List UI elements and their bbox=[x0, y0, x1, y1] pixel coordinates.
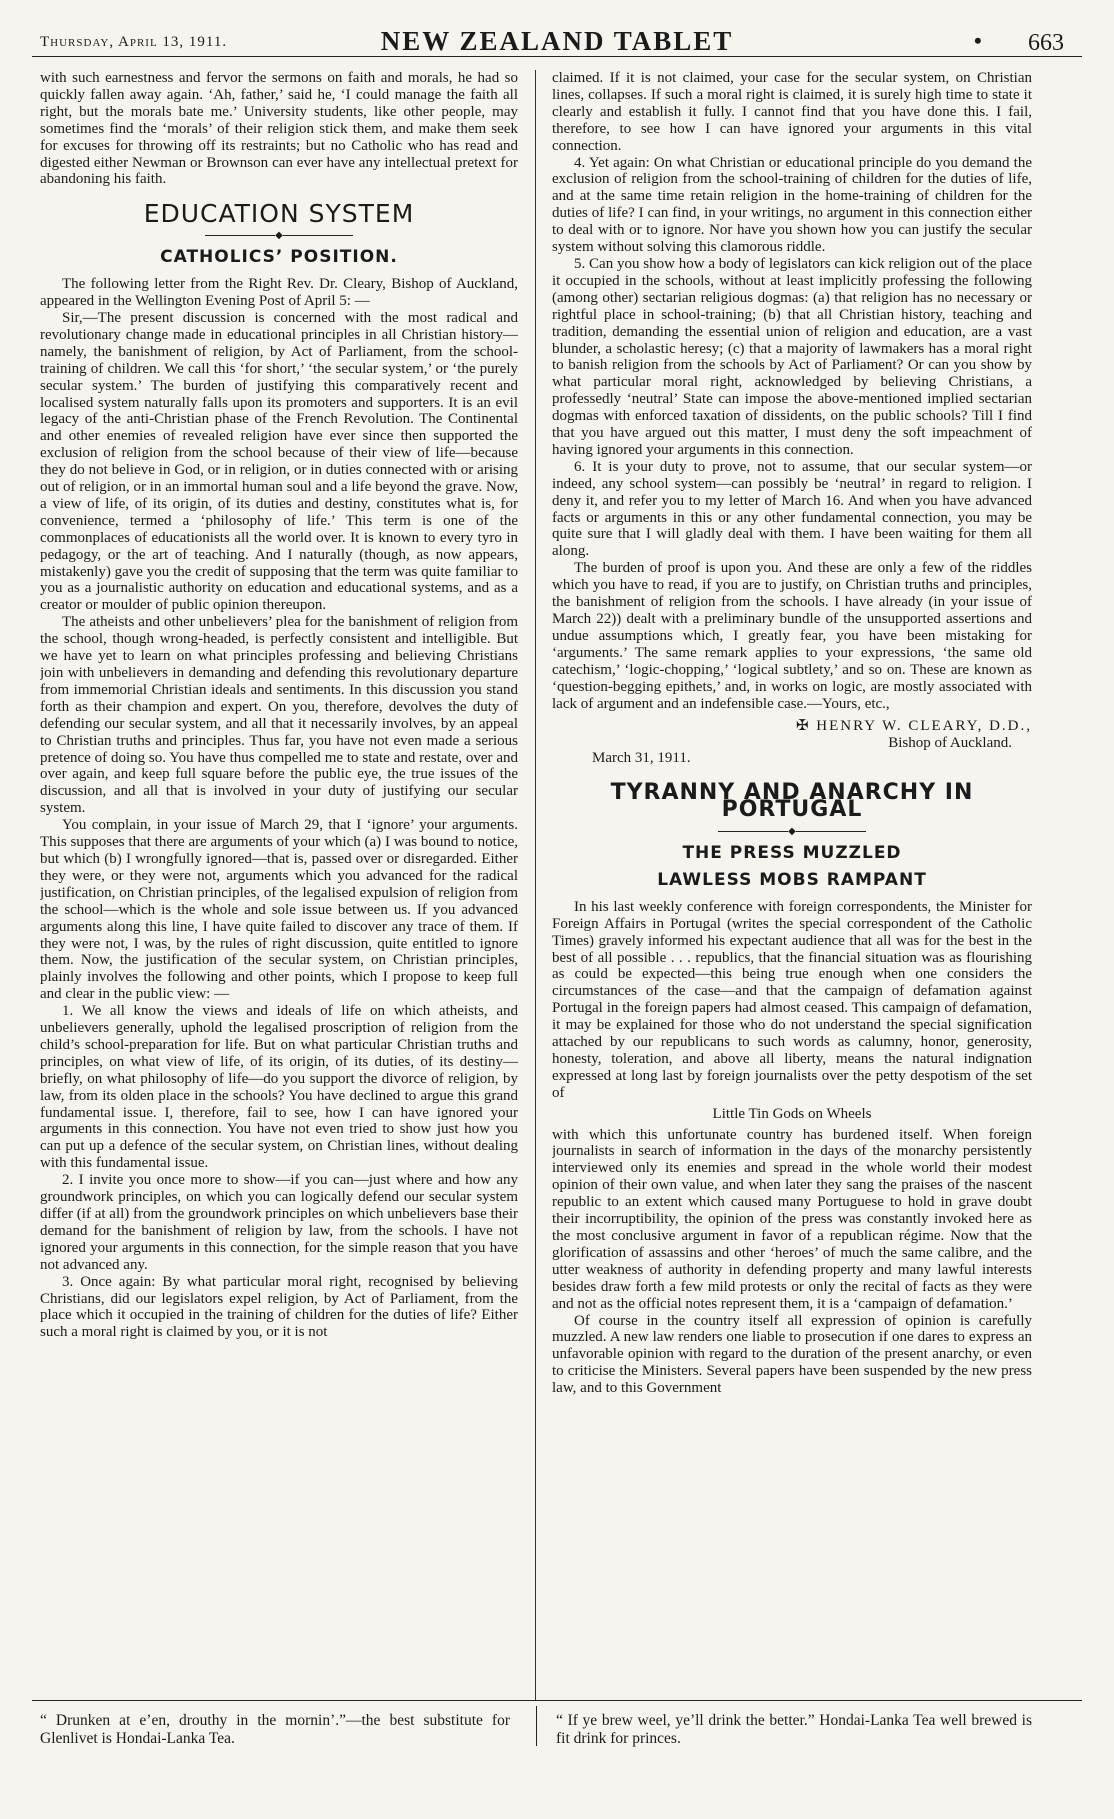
body-paragraph: claimed. If it is not claimed, your case for the secular system, on Christian lines, collapses. If such a moral right is claimed, it is surely high time to state it clearly and establish it fully. I cannot find that you have done this. I fail, therefore, to see how I can have ignored your arguments in this vital connection. bbox=[552, 70, 1032, 154]
footer-divider bbox=[536, 1706, 537, 1746]
signature-title: Bishop of Auckland. bbox=[888, 735, 1012, 752]
body-paragraph: The burden of proof is upon you. And these are only a few of the riddles which you have to read, if you are to justify, on Christian truths and principles, the banishment of religion from the schools. I have already (in your issue of March 22)) dealt with a preliminary bundle of the unsupported assertions and undue assumptions which, I greatly fear, you have been mistaking for ‘arguments.’ The same remark applies to your expressions, ‘the same old catechism,’ ‘logic-chopping,’ ‘logical subtlety,’ and so on. These are known as ‘question-begging epithets,’ and, in works on logic, are mostly associated with lack of argument and an indefensible case.—Yours, etc., bbox=[552, 560, 1032, 712]
ornament-divider: ◆ bbox=[40, 231, 518, 241]
header-bullet: • bbox=[974, 28, 982, 53]
article-subheading: LAWLESS MOBS RAMPANT bbox=[657, 869, 927, 890]
body-paragraph: 2. I invite you once more to show—if you can—just where and how any groundwork principles, on which you can logically defend our secular system differ (if at all) from the groundwork principles on which unbelievers base their demand for the banishment of religion by law, from the schools. I have not ignored your arguments in this connection, for the simple reason that you have not advanced any. bbox=[40, 1172, 518, 1273]
right-column bbox=[552, 70, 1032, 1700]
article-heading: EDUCATION SYSTEM bbox=[143, 199, 415, 229]
body-paragraph: 3. Once again: By what particular moral right, recognised by believing Christians, did our legislators expel religion, by Act of Parliament, from the place which it occupied in the training of children for the duties of life? Either such a moral right is claimed by you, or it is not bbox=[40, 1273, 518, 1341]
left-column bbox=[40, 70, 518, 1700]
body-paragraph: In his last weekly conference with foreign correspondents, the Minister for Foreign Affairs in Portugal (writes the special correspondent of the Catholic Times) gravely informed his expectant audience that all was for the best in the best of all possible . . . republics, that the financial situation was as flourishing as could be expected—this being true enough when one considers the circumstances of the case—and that the campaign of defamation against Portugal in the foreign papers had almost ceased. This campaign of defamation, it may be explained for those who do not understand the special signification attached by our republicans to such words as calumny, honor, generosity, honesty, toleration, and above all liberty, means the natural indignation expressed at long last by foreign journalists over the petty despotism of the set of bbox=[552, 898, 1032, 1101]
masthead-title: NEW ZEALAND TABLET bbox=[380, 26, 734, 56]
body-paragraph: Sir,—The present discussion is concerned with the most radical and revolutionary change made in educational principles in all Christian history—namely, the banishment of religion, by Act of Parliament, from the school-training of children. We call this ‘for short,’ ‘the secular system,’ or ‘the purely secular system.’ The burden of justifying this comparatively recent and localised system naturally falls upon its promoters and supporters. It is an evil legacy of the anti-Christian phase of the French Revolution. The Continental and other enemies of revealed religion have ever since then supported the exclusion of religion from the school because of their view of life—because they do not believe in God, or in religion, or in duties connected with or arising out of religion, or in an immortal human soul and a life beyond the grave. Now, a view of life, of its origin, of its duties and destiny, constitutes what is, for convenience, termed a ‘philosophy of life.’ This term is one of the commonplaces of educationists all the world over. It is known to every tyro in pedagogy, or the art of teaching. And I naturally (though, as now appears, mistakenly) gave you the credit of supposing that the term was quite familiar to you as a journalistic authority on education and educational systems, and as a creator or moulder of public opinion thereupon. bbox=[40, 309, 518, 614]
body-paragraph: 6. It is your duty to prove, not to assume, that our secular system—or indeed, any school system—can possibly be ‘neutral’ in regard to religion. I deny it, and refer you to my letter of March 16. And when you have advanced facts or arguments in this or any other fundamental connection, you may be quite sure that I will gladly deal with them. I have been waiting for them all along. bbox=[552, 458, 1032, 560]
body-paragraph: with which this unfortunate country has burdened itself. When foreign journalists in search of information in the days of the monarchy persistently interviewed only its enemies and spread in the whole world their modest opinion of their own value, and when later they sang the praises of the nascent republic to an extent which caused many Portuguese to hold in grave doubt their incorruptibility, the opinion of the press was constantly invoked here as the most conclusive argument in favor of a republican régime. Now that the glorification of assassins and other ‘heroes’ of much the same calibre, and the utter weakness of authority in defending property and many lawful interests besides draw forth a few mild protests or only the recital of facts as they were and not as the official notes represent them, it is a ‘campaign of defamation.’ bbox=[552, 1126, 1032, 1312]
body-paragraph: You complain, in your issue of March 29, that I ‘ignore’ your arguments. This supposes that there are arguments of your which (a) I was bound to notice, but which (b) I wrongfully ignored—that is, passed over or disregarded. Either they were, or they were not, arguments which you advanced for the radical justification, on Christian principles, of the legalised expulsion of religion from the school—which is the whole and sole issue between us. If you advanced arguments along this line, I have quite failed to discover any trace of them. If they were not, I was, by the rules of right discussion, quite entitled to ignore them. Now, the justification of the secular system, on Christian principles, plainly involves the following and other points, which I propose to keep full and clear in the public view: — bbox=[40, 817, 518, 1003]
body-paragraph: 1. We all know the views and ideals of life on which atheists, and unbelievers generally, uphold the legalised proscription of religion from the child’s school-preparation for life. But on what particular Christian truths and principles, on what view of life, of its origin, of its duties, of its destiny—briefly, on what philosophy of life—do you support the divorce of religion, by law, from its olden place in the schools? You have declined to argue this grand fundamental issue. I, therefore, fail to see, how I can have ignored your arguments in this connection. You have not even tried to show just how you can put up a defence of the secular system, on Christian lines, without dealing with this fundamental issue. bbox=[40, 1003, 518, 1172]
body-paragraph: The following letter from the Right Rev. Dr. Cleary, Bishop of Auckland, appeared in the Wellington Evening Post of April 5: — bbox=[40, 276, 518, 310]
inline-subhead: Little Tin Gods on Wheels bbox=[712, 1105, 872, 1122]
ornament-divider: ◆ bbox=[552, 827, 1032, 837]
intro-paragraph: with such earnestness and fervor the sermons on faith and morals, he had so quickly fallen away again. ‘Ah, father,’ said he, ‘I could manage the faith all right, but the morals bate me.’ University students, like other people, may sometimes find the ‘morals’ of their religion stick them, and make them seek for excuses for throwing off its restraints; but no Catholic who has read and digested either Newman or Brownson can ever have any intellectual pretext for abandoning his faith. bbox=[40, 70, 518, 188]
article-subheading: THE PRESS MUZZLED bbox=[682, 842, 902, 863]
advert-right: “ If ye brew weel, ye’ll drink the better.” Hondai-Lanka Tea well brewed is fit drink for princes. bbox=[556, 1712, 1032, 1747]
advert-left: “ Drunken at e’en, drouthy in the mornin’.”—the best substitute for Glenlivet is Hondai-Lanka Tea. bbox=[40, 1712, 510, 1747]
body-paragraph: 4. Yet again: On what Christian or educational principle do you demand the exclusion of religion from the school-training of children for the duties of life, and at the same time retain religion in the home-training of children for the duties of life? I can find, in your writings, no argument in this connection either to deal with or to ignore. Nor have you shown how you can justify the secular system without solving this clamorous riddle. bbox=[552, 154, 1032, 256]
signature-name: ✠ HENRY W. CLEARY, D.D., bbox=[795, 718, 1032, 735]
running-head bbox=[32, 16, 1082, 57]
page-number: 663 bbox=[1028, 30, 1064, 56]
footer-rule bbox=[32, 1700, 1082, 1701]
body-paragraph: 5. Can you show how a body of legislators can kick religion out of the place it occupied in the schools, without at least implicitly professing the following (among other) sectarian religious dogmas: (a) that religion has no necessary or rightful place in school-training; (b) that all Christian history, teaching and tradition, demanding the essential union of religion and education, are a vast blunder, a scholastic heresy; (c) that a majority of lawmakers has a moral right to banish religion from the schools by Act of Parliament? Or can you show by what particular moral right, acknowledged by believing Christians, a professedly ‘neutral’ State can impose the above-mentioned implied sectarian dogmas with enforced taxation of dissidents, on the public schools? Till I find that you have argued out this matter, I must deny the soft impeachment of having ignored your arguments in this connection. bbox=[552, 255, 1032, 458]
article-subheading: CATHOLICS’ POSITION. bbox=[160, 247, 398, 268]
issue-date: Thursday, April 13, 1911. bbox=[40, 34, 228, 50]
signature-date: March 31, 1911. bbox=[592, 750, 691, 767]
column-rule bbox=[535, 70, 536, 1700]
body-paragraph: The atheists and other unbelievers’ plea for the banishment of religion from the school, though wrong-headed, is perfectly consistent and intelligible. But we have yet to learn on what principles professing and believing Christians join with unbelievers in demanding and defending this revolutionary departure from immemorial Christian ideals and sentiments. In this discussion you stand forth as their champion and expert. On you, therefore, devolves the duty of defending our secular system, and all that it necessarily involves, by an appeal to Christian truths and principles. Thus far, you have not even made a serious pretence of doing so. You have thus compelled me to state and restate, over and over again, and keep full square before the public eye, the true issues of the discussion, and all that is involved in your duty of justifying our secular system. bbox=[40, 614, 518, 817]
article-heading: TYRANNY AND ANARCHY IN PORTUGAL bbox=[610, 780, 974, 823]
body-paragraph: Of course in the country itself all expression of opinion is carefully muzzled. A new law renders one liable to prosecution if one dares to express an unfavorable opinion with regard to the duration of the present anarchy, or even to criticise the Ministers. Several papers have been suspended by the new press law, and to this Government bbox=[552, 1312, 1032, 1397]
